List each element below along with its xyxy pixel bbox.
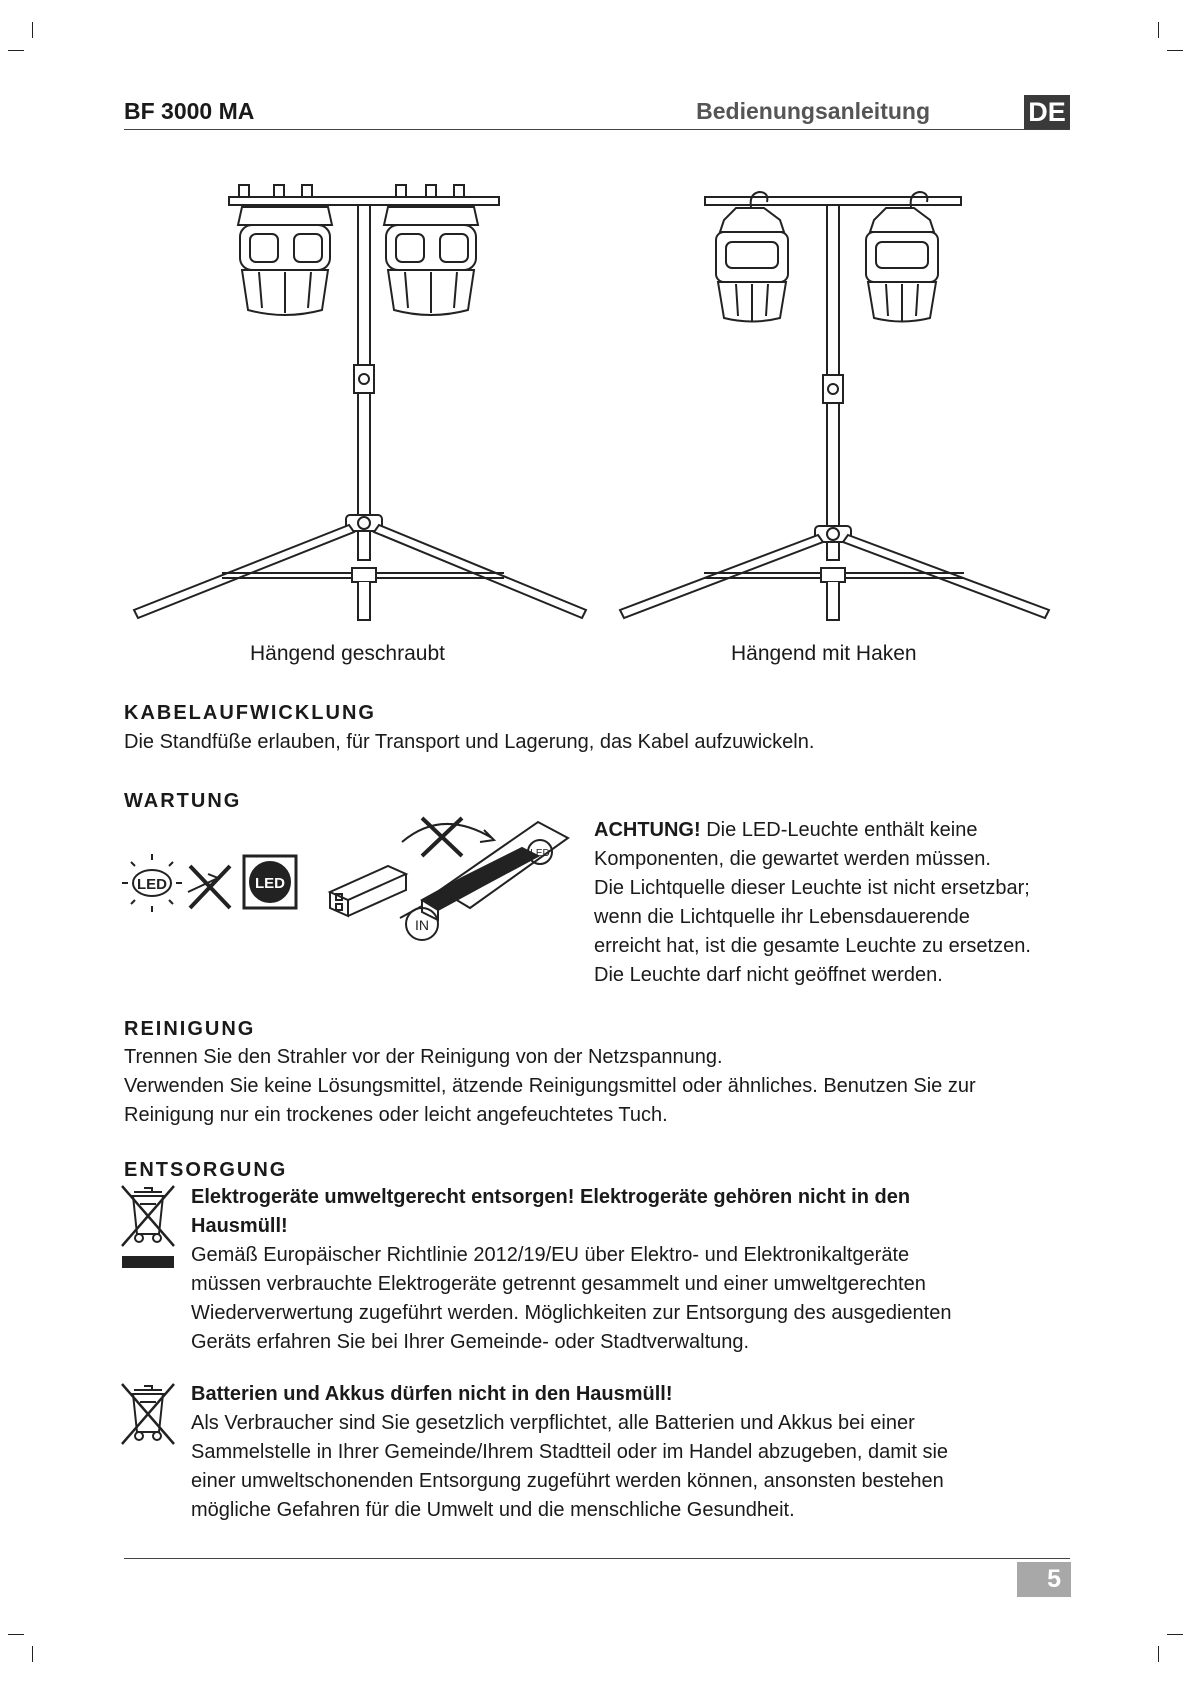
figure-caption-left: Hängend geschraubt bbox=[250, 642, 445, 665]
entsorgung-block-batteries bbox=[191, 1380, 1091, 1525]
wartung-line: erreicht hat, ist die gesamte Leuchte zu ersetzen. bbox=[594, 935, 1031, 957]
model-name: BF 3000 MA bbox=[124, 98, 255, 124]
tripod-hooks-illustration bbox=[620, 192, 1049, 620]
crop-mark bbox=[1158, 22, 1159, 38]
footer-rule bbox=[124, 1558, 1070, 1559]
wartung-warning-text bbox=[594, 816, 1084, 990]
led-maintenance-icons bbox=[122, 848, 302, 918]
driver-module-illustration bbox=[322, 808, 584, 948]
entsorgung-line: Wiederverwertung zugeführt werden. Möglichkeiten zur Entsorgung des ausgedienten bbox=[191, 1302, 952, 1324]
crop-mark bbox=[1167, 50, 1183, 51]
section-heading-wartung: WARTUNG bbox=[124, 790, 242, 812]
svg-text:LED: LED bbox=[530, 848, 550, 859]
crop-mark bbox=[1158, 1646, 1159, 1662]
crop-mark bbox=[1167, 1634, 1183, 1635]
entsorgung-title-line: Elektrogeräte umweltgerecht entsorgen! Elektrogeräte gehören nicht in den bbox=[191, 1186, 911, 1208]
entsorgung-line: müssen verbrauchte Elektrogeräte getrennt gesammelt und einer umweltgerechten bbox=[191, 1273, 926, 1295]
crop-mark bbox=[8, 1634, 24, 1635]
driver-box-icon bbox=[330, 866, 406, 916]
wartung-line: Die Leuchte darf nicht geöffnet werden. bbox=[594, 964, 943, 986]
reinigung-line: Verwenden Sie keine Lösungsmittel, ätzende Reinigungsmittel oder ähnliches. Benutzen Sie zur bbox=[124, 1075, 976, 1097]
svg-text:IN: IN bbox=[415, 917, 429, 933]
reinigung-line: Trennen Sie den Strahler vor der Reinigung von der Netzspannung. bbox=[124, 1046, 723, 1068]
battery-bin-icon bbox=[120, 1382, 176, 1448]
entsorgung-title-line: Batterien und Akkus dürfen nicht in den Hausmüll! bbox=[191, 1383, 673, 1405]
entsorgung-line: einer umweltschonenden Entsorgung zugeführt werden können, ansonsten bestehen bbox=[191, 1470, 944, 1492]
crop-mark bbox=[8, 50, 24, 51]
wartung-line: Die LED-Leuchte enthält keine bbox=[706, 819, 978, 841]
weee-bin-icon bbox=[120, 1184, 176, 1270]
entsorgung-line: mögliche Gefahren für die Umwelt und die menschliche Gesundheit. bbox=[191, 1499, 795, 1521]
entsorgung-line: Als Verbraucher sind Sie gesetzlich verpflichtet, alle Batterien und Akkus bei einer bbox=[191, 1412, 915, 1434]
crop-mark bbox=[32, 1646, 33, 1662]
section-heading-reinigung: REINIGUNG bbox=[124, 1018, 256, 1040]
language-badge: DE bbox=[1024, 95, 1070, 129]
section-heading-entsorgung: ENTSORGUNG bbox=[124, 1159, 288, 1181]
wartung-line: Die Lichtquelle dieser Leuchte ist nicht ersetzbar; bbox=[594, 877, 1030, 899]
lamp-icon bbox=[866, 208, 938, 322]
svg-text:LED: LED bbox=[255, 875, 285, 892]
tripod-screwed-illustration bbox=[134, 185, 586, 620]
svg-text:LED: LED bbox=[137, 876, 167, 893]
crop-mark bbox=[32, 22, 33, 38]
wartung-line: Komponenten, die gewartet werden müssen. bbox=[594, 848, 991, 870]
no-replace-icon bbox=[188, 866, 230, 908]
entsorgung-line: Geräts erfahren Sie bei Ihrer Gemeinde- oder Stadtverwaltung. bbox=[191, 1331, 750, 1353]
led-box-icon bbox=[244, 856, 296, 908]
reinigung-line: Reinigung nur ein trockenes oder leicht angefeuchtetes Tuch. bbox=[124, 1104, 668, 1126]
page-number: 5 bbox=[1017, 1562, 1071, 1597]
document-type: Bedienungsanleitung bbox=[696, 98, 930, 124]
header-rule bbox=[124, 129, 1070, 130]
kabel-text: Die Standfüße erlauben, für Transport und Lagerung, das Kabel aufzuwickeln. bbox=[124, 731, 815, 753]
wartung-line: wenn die Lichtquelle ihr Lebensdauerende bbox=[594, 906, 970, 928]
entsorgung-line: Sammelstelle in Ihrer Gemeinde/Ihrem Stadtteil oder im Handel abzugeben, damit sie bbox=[191, 1441, 949, 1463]
tripod-illustrations bbox=[124, 180, 1064, 625]
figure-caption-right: Hängend mit Haken bbox=[731, 642, 917, 665]
section-heading-kabelaufwicklung: KABELAUFWICKLUNG bbox=[124, 702, 376, 724]
warning-label: ACHTUNG! bbox=[594, 819, 701, 841]
entsorgung-line: Gemäß Europäischer Richtlinie 2012/19/EU über Elektro- und Elektronikaltgeräte bbox=[191, 1244, 910, 1266]
entsorgung-block-electronics bbox=[191, 1183, 1091, 1357]
entsorgung-title-line: Hausmüll! bbox=[191, 1215, 288, 1237]
reinigung-text bbox=[124, 1043, 1074, 1130]
lamp-icon bbox=[716, 208, 788, 322]
led-housing-icon bbox=[400, 822, 568, 920]
led-sun-icon bbox=[122, 854, 182, 912]
